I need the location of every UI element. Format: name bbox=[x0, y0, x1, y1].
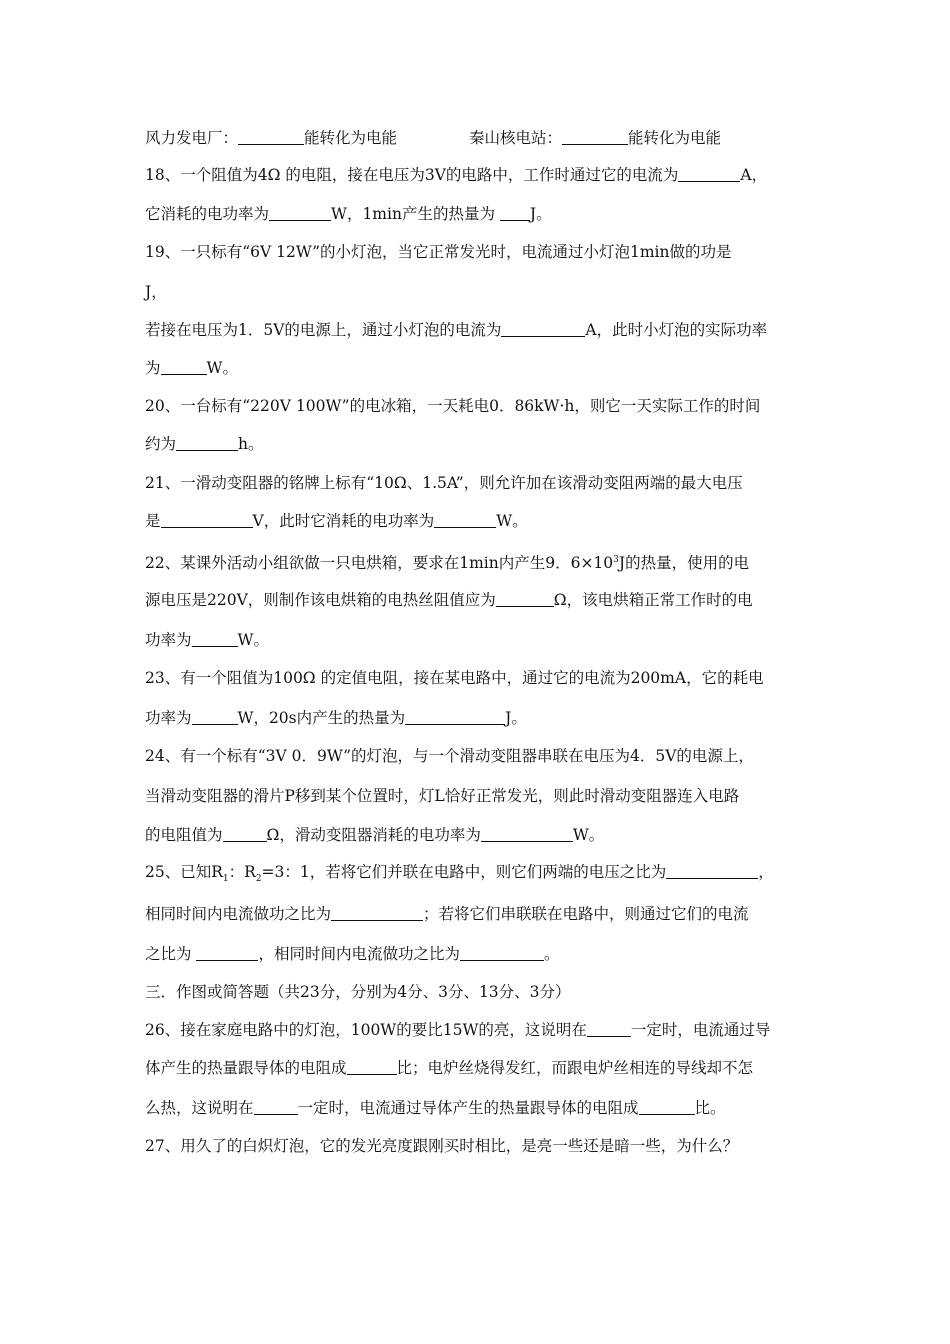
blank-answer[interactable] bbox=[269, 206, 331, 221]
question-21-line-1: 21、一滑动变阻器的铭牌上标有“10Ω、1.5A”，则允许加在该滑动变阻两端的最大电压 bbox=[145, 474, 743, 492]
question-23-line-1: 23、有一个阻值为100Ω 的定值电阻，接在某电路中，通过它的电流为200mA，它的耗电 bbox=[145, 669, 764, 687]
blank-answer[interactable] bbox=[347, 1060, 397, 1075]
question-22-line-2: 源电压是220V，则制作该电烘箱的电热丝阻值应为 Ω，该电烘箱正常工作时的电 bbox=[145, 591, 753, 609]
question-20-line-2: 约为 h。 bbox=[145, 435, 264, 453]
blank-answer[interactable] bbox=[254, 1100, 298, 1115]
question-26-line-1: 26、接在家庭电路中的灯泡，100W的要比15W的亮，这说明在 一定时，电流通过导 bbox=[145, 1021, 771, 1039]
blank-answer[interactable] bbox=[460, 946, 544, 961]
question-24-line-3: 的电阻值为 Ω，滑动变阻器消耗的电功率为 W。 bbox=[145, 826, 605, 844]
question-19-line-1: 19、一只标有“6V 12W”的小灯泡，当它正常发光时，电流通过小灯泡1min做的功是 bbox=[145, 243, 732, 261]
blank-answer[interactable] bbox=[501, 322, 585, 337]
question-24-line-1: 24、有一个标有“3V 0．9W”的灯泡，与一个滑动变阻器串联在电压为4．5V的电源上， bbox=[145, 747, 754, 765]
blank-answer[interactable] bbox=[161, 513, 253, 528]
question-26-line-3: 么热，这说明在 一定时，电流通过导体产生的热量跟导体的电阻成 比。 bbox=[145, 1099, 726, 1117]
blank-answer[interactable] bbox=[176, 436, 238, 451]
blank-answer[interactable] bbox=[405, 710, 505, 725]
blank-answer[interactable] bbox=[639, 1100, 695, 1115]
blank-answer[interactable] bbox=[161, 360, 207, 375]
blank-answer[interactable] bbox=[666, 864, 758, 879]
question-25-line-3: 之比为 ，相同时间内电流做功之比为 。 bbox=[145, 945, 560, 963]
question-19-line-2: J， bbox=[145, 283, 167, 301]
question-26-line-2: 体产生的热量跟导体的电阻成 比；电炉丝烧得发红，而跟电炉丝相连的导线却不怎 bbox=[145, 1059, 754, 1077]
blank-answer[interactable] bbox=[678, 167, 740, 182]
section-3-heading: 三．作图或简答题（共23分，分别为4分、3分、13分、3分） bbox=[145, 983, 571, 1001]
blank-answer[interactable] bbox=[500, 206, 530, 221]
blank-answer[interactable] bbox=[196, 946, 258, 961]
question-22-line-3: 功率为 W。 bbox=[145, 631, 269, 649]
question-27-line-1: 27、用久了的白炽灯泡，它的发光亮度跟刚买时相比，是亮一些还是暗一些，为什么？ bbox=[145, 1137, 739, 1155]
blank-answer[interactable] bbox=[434, 513, 496, 528]
question-25-line-2: 相同时间内电流做功之比为 ；若将它们串联联在电路中，则通过它们的电流 bbox=[145, 905, 749, 923]
line-wind-power: 风力发电厂： 能转化为电能 秦山核电站： 能转化为电能 bbox=[145, 129, 722, 147]
question-24-line-2: 当滑动变阻器的滑片P移到某个位置时，灯L恰好正常发光，则此时滑动变阻器连入电路 bbox=[145, 787, 740, 805]
blank-answer[interactable] bbox=[223, 827, 267, 842]
question-22-line-1: 22、某课外活动小组欲做一只电烘箱，要求在1min内产生9．$6\times 10^3J$的热量，使用的电 bbox=[145, 554, 750, 573]
blank-answer[interactable] bbox=[192, 710, 238, 725]
blank-answer[interactable] bbox=[562, 130, 628, 145]
question-19-line-3: 若接在电压为1．5V的电源上，通过小灯泡的电流为 A，此时小灯泡的实际功率 bbox=[145, 321, 768, 339]
question-23-line-2: 功率为 W，20s内产生的热量为 J。 bbox=[145, 709, 527, 727]
blank-answer[interactable] bbox=[192, 632, 238, 647]
question-20-line-1: 20、一台标有“220V 100W”的电冰箱，一天耗电0．86kW·h，则它一天实际工作的时间 bbox=[145, 397, 761, 415]
question-25-line-1: 25、已知$R_1$：$R_2=3$：1，若将它们并联在电路中，则它们两端的电压之比为 ， bbox=[145, 863, 774, 885]
blank-answer[interactable] bbox=[238, 130, 304, 145]
blank-answer[interactable] bbox=[496, 592, 554, 607]
question-21-line-2: 是 V，此时它消耗的电功率为 W。 bbox=[145, 512, 528, 530]
blank-answer[interactable] bbox=[481, 827, 573, 842]
question-18-line-1: 18、一个阻值为4Ω 的电阻，接在电压为3V的电路中，工作时通过它的电流为 A， bbox=[145, 166, 768, 184]
blank-answer[interactable] bbox=[331, 906, 423, 921]
question-19-line-4: 为 W。 bbox=[145, 359, 238, 377]
question-18-line-2: 它消耗的电功率为 W，1min产生的热量为 J。 bbox=[145, 205, 552, 223]
blank-answer[interactable] bbox=[587, 1022, 631, 1037]
